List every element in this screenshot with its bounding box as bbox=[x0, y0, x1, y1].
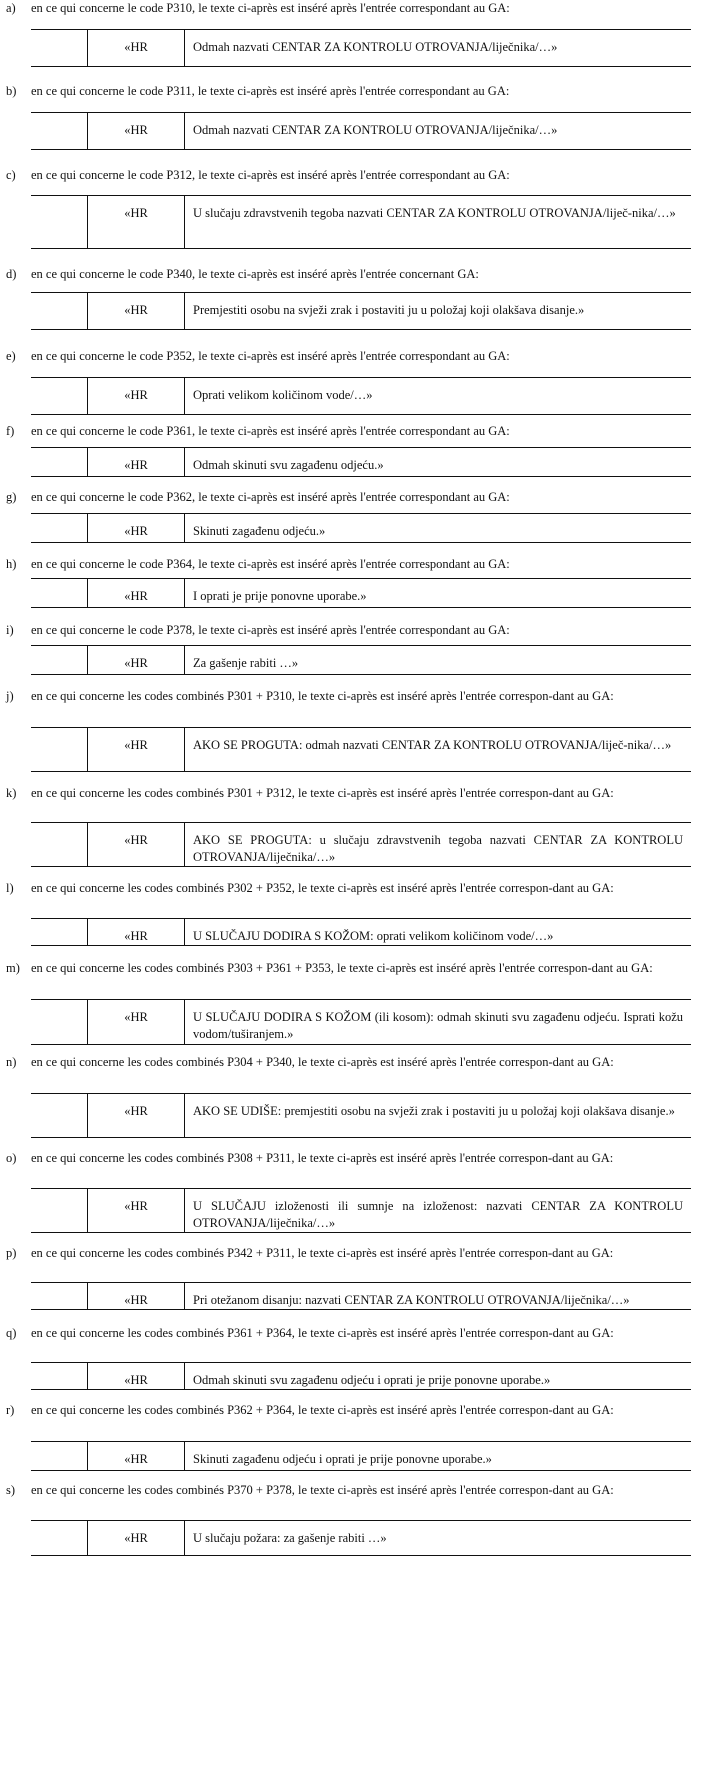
empty-code-cell bbox=[31, 113, 88, 150]
item-intro-text: en ce qui concerne les codes combinés P302 + P352, le texte ci-après est inséré après l'entrée correspon-dant au GA: bbox=[31, 881, 614, 895]
item-intro-text: en ce qui concerne les codes combinés P301 + P312, le texte ci-après est inséré après l'entrée correspon-dant au GA: bbox=[31, 786, 614, 800]
hr-entry-table bbox=[31, 1282, 691, 1310]
table-row bbox=[31, 823, 691, 867]
table-row bbox=[31, 1189, 691, 1233]
table-row bbox=[31, 378, 691, 415]
item-label: s) bbox=[6, 1483, 16, 1497]
precautionary-statement-cell: Premjestiti osobu na svježi zrak i postaviti ju u položaj koji olakšava disanje.» bbox=[193, 303, 585, 317]
empty-code-cell bbox=[31, 728, 88, 772]
empty-code-cell bbox=[31, 1442, 88, 1471]
item-label: l) bbox=[6, 881, 14, 895]
language-code-cell: «HR bbox=[88, 1283, 185, 1310]
item-label: o) bbox=[6, 1151, 17, 1165]
empty-code-cell bbox=[31, 1094, 88, 1138]
hr-entry-table bbox=[31, 195, 691, 249]
item-intro-text: en ce qui concerne le code P311, le texte ci-après est inséré après l'entrée correspondant au GA: bbox=[31, 84, 510, 98]
empty-code-cell bbox=[31, 30, 88, 67]
table-row bbox=[31, 1000, 691, 1045]
precautionary-statement-cell: U SLUČAJU izloženosti ili sumnje na izloženost: nazvati CENTAR ZA KONTROLU OTROVANJA/liječnika/…» bbox=[193, 1199, 683, 1230]
hr-entry-table bbox=[31, 578, 691, 608]
item-label: c) bbox=[6, 168, 16, 182]
item-label: g) bbox=[6, 490, 17, 504]
language-code-cell: «HR bbox=[88, 646, 185, 675]
precautionary-statement-cell: Odmah nazvati CENTAR ZA KONTROLU OTROVANJA/liječnika/…» bbox=[193, 123, 558, 137]
language-code-cell: «HR bbox=[88, 30, 185, 67]
hr-entry-table bbox=[31, 112, 691, 150]
language-code-cell: «HR bbox=[88, 823, 185, 867]
item-intro-text: en ce qui concerne les codes combinés P303 + P361 + P353, le texte ci-après est inséré après l'entrée correspon-dant au GA: bbox=[31, 961, 653, 975]
table-row bbox=[31, 1363, 691, 1390]
empty-code-cell bbox=[31, 579, 88, 608]
table-row bbox=[31, 1283, 691, 1310]
empty-code-cell bbox=[31, 1000, 88, 1045]
language-code-cell: «HR bbox=[88, 113, 185, 150]
hr-entry-table bbox=[31, 1188, 691, 1233]
table-row bbox=[31, 448, 691, 477]
language-code-cell: «HR bbox=[88, 1000, 185, 1045]
language-code-cell: «HR bbox=[88, 514, 185, 543]
precautionary-statement-cell: Skinuti zagađenu odjeću.» bbox=[193, 524, 326, 538]
hr-entry-table bbox=[31, 727, 691, 772]
item-intro-text: en ce qui concerne les codes combinés P361 + P364, le texte ci-après est inséré après l'entrée correspon-dant au GA: bbox=[31, 1326, 614, 1340]
item-label: h) bbox=[6, 557, 17, 571]
empty-code-cell bbox=[31, 1363, 88, 1390]
language-code-cell: «HR bbox=[88, 293, 185, 330]
item-label: i) bbox=[6, 623, 14, 637]
language-code-cell: «HR bbox=[88, 448, 185, 477]
empty-code-cell bbox=[31, 293, 88, 330]
language-code-cell: «HR bbox=[88, 1363, 185, 1390]
item-intro-text: en ce qui concerne les codes combinés P308 + P311, le texte ci-après est inséré après l'entrée correspon-dant au GA: bbox=[31, 1151, 614, 1165]
empty-code-cell bbox=[31, 1189, 88, 1233]
language-code-cell: «HR bbox=[88, 919, 185, 946]
table-row bbox=[31, 1094, 691, 1138]
item-label: m) bbox=[6, 961, 20, 975]
empty-code-cell bbox=[31, 823, 88, 867]
hr-entry-table bbox=[31, 918, 691, 946]
table-row bbox=[31, 1521, 691, 1556]
empty-code-cell bbox=[31, 919, 88, 946]
table-row bbox=[31, 514, 691, 543]
empty-code-cell bbox=[31, 646, 88, 675]
item-label: k) bbox=[6, 786, 17, 800]
item-label: q) bbox=[6, 1326, 17, 1340]
hr-entry-table bbox=[31, 513, 691, 543]
hr-entry-table bbox=[31, 377, 691, 415]
hr-entry-table bbox=[31, 1362, 691, 1390]
item-label: n) bbox=[6, 1055, 17, 1069]
hr-entry-table bbox=[31, 645, 691, 675]
language-code-cell: «HR bbox=[88, 196, 185, 249]
empty-code-cell bbox=[31, 196, 88, 249]
hr-entry-table bbox=[31, 29, 691, 67]
item-intro-text: en ce qui concerne les codes combinés P362 + P364, le texte ci-après est inséré après l'entrée correspon-dant au GA: bbox=[31, 1403, 614, 1417]
empty-code-cell bbox=[31, 448, 88, 477]
table-row bbox=[31, 30, 691, 67]
hr-entry-table bbox=[31, 292, 691, 330]
item-intro-text: en ce qui concerne les codes combinés P301 + P310, le texte ci-après est inséré après l'entrée correspon-dant au GA: bbox=[31, 689, 614, 703]
item-intro-text: en ce qui concerne les codes combinés P370 + P378, le texte ci-après est inséré après l'entrée correspon-dant au GA: bbox=[31, 1483, 614, 1497]
item-intro-text: en ce qui concerne le code P362, le texte ci-après est inséré après l'entrée correspondant au GA: bbox=[31, 490, 510, 504]
item-label: f) bbox=[6, 424, 15, 438]
hr-entry-table bbox=[31, 1093, 691, 1138]
precautionary-statement-cell: AKO SE PROGUTA: odmah nazvati CENTAR ZA KONTROLU OTROVANJA/liječ-nika/…» bbox=[193, 738, 672, 752]
precautionary-statement-cell: Pri otežanom disanju: nazvati CENTAR ZA KONTROLU OTROVANJA/liječnika/…» bbox=[193, 1293, 630, 1307]
table-row bbox=[31, 579, 691, 608]
precautionary-statement-cell: Skinuti zagađenu odjeću i oprati je prije ponovne uporabe.» bbox=[193, 1452, 492, 1466]
precautionary-statement-cell: U SLUČAJU DODIRA S KOŽOM: oprati velikom količinom vode/…» bbox=[193, 929, 554, 943]
item-intro-text: en ce qui concerne les codes combinés P342 + P311, le texte ci-après est inséré après l'entrée correspon-dant au GA: bbox=[31, 1246, 614, 1260]
item-label: b) bbox=[6, 84, 17, 98]
table-row bbox=[31, 919, 691, 946]
hr-entry-table bbox=[31, 1441, 691, 1471]
item-label: p) bbox=[6, 1246, 17, 1260]
table-row bbox=[31, 293, 691, 330]
language-code-cell: «HR bbox=[88, 579, 185, 608]
table-row bbox=[31, 1442, 691, 1471]
precautionary-statement-cell: Odmah nazvati CENTAR ZA KONTROLU OTROVANJA/liječnika/…» bbox=[193, 40, 558, 54]
language-code-cell: «HR bbox=[88, 728, 185, 772]
precautionary-statement-cell: Za gašenje rabiti …» bbox=[193, 656, 299, 670]
item-label: a) bbox=[6, 1, 16, 15]
item-label: e) bbox=[6, 349, 16, 363]
language-code-cell: «HR bbox=[88, 378, 185, 415]
table-row bbox=[31, 196, 691, 249]
table-row bbox=[31, 646, 691, 675]
item-intro-text: en ce qui concerne le code P352, le texte ci-après est inséré après l'entrée correspondant au GA: bbox=[31, 349, 510, 363]
precautionary-statement-cell: U slučaju zdravstvenih tegoba nazvati CENTAR ZA KONTROLU OTROVANJA/liječ-nika/…» bbox=[193, 206, 676, 220]
empty-code-cell bbox=[31, 1283, 88, 1310]
table-row bbox=[31, 728, 691, 772]
hr-entry-table bbox=[31, 822, 691, 867]
precautionary-statement-cell: U slučaju požara: za gašenje rabiti …» bbox=[193, 1531, 387, 1545]
precautionary-statement-cell: AKO SE PROGUTA: u slučaju zdravstvenih tegoba nazvati CENTAR ZA KONTROLU OTROVANJA/liječnika/…» bbox=[193, 833, 683, 864]
precautionary-statement-cell: Odmah skinuti svu zagađenu odjeću.» bbox=[193, 458, 384, 472]
item-intro-text: en ce qui concerne le code P310, le texte ci-après est inséré après l'entrée correspondant au GA: bbox=[31, 1, 510, 15]
item-intro-text: en ce qui concerne le code P340, le texte ci-après est inséré après l'entrée concernant GA: bbox=[31, 267, 479, 281]
item-intro-text: en ce qui concerne le code P361, le texte ci-après est inséré après l'entrée correspondant au GA: bbox=[31, 424, 510, 438]
precautionary-statement-cell: I oprati je prije ponovne uporabe.» bbox=[193, 589, 367, 603]
precautionary-statement-cell: AKO SE UDIŠE: premjestiti osobu na svježi zrak i postaviti ju u položaj koji olakšava disanje.» bbox=[193, 1104, 675, 1118]
empty-code-cell bbox=[31, 514, 88, 543]
table-row bbox=[31, 113, 691, 150]
item-intro-text: en ce qui concerne le code P312, le texte ci-après est inséré après l'entrée correspondant au GA: bbox=[31, 168, 510, 182]
item-label: j) bbox=[6, 689, 14, 703]
precautionary-statement-cell: Oprati velikom količinom vode/…» bbox=[193, 388, 373, 402]
item-label: d) bbox=[6, 267, 17, 281]
item-label: r) bbox=[6, 1403, 15, 1417]
hr-entry-table bbox=[31, 447, 691, 477]
language-code-cell: «HR bbox=[88, 1521, 185, 1556]
empty-code-cell bbox=[31, 1521, 88, 1556]
item-intro-text: en ce qui concerne le code P364, le texte ci-après est inséré après l'entrée correspondant au GA: bbox=[31, 557, 510, 571]
hr-entry-table bbox=[31, 1520, 691, 1556]
language-code-cell: «HR bbox=[88, 1442, 185, 1471]
item-intro-text: en ce qui concerne les codes combinés P304 + P340, le texte ci-après est inséré après l'entrée correspon-dant au GA: bbox=[31, 1055, 614, 1069]
empty-code-cell bbox=[31, 378, 88, 415]
item-intro-text: en ce qui concerne le code P378, le texte ci-après est inséré après l'entrée correspondant au GA: bbox=[31, 623, 510, 637]
language-code-cell: «HR bbox=[88, 1189, 185, 1233]
hr-entry-table bbox=[31, 999, 691, 1045]
precautionary-statement-cell: Odmah skinuti svu zagađenu odjeću i oprati je prije ponovne uporabe.» bbox=[193, 1373, 551, 1387]
language-code-cell: «HR bbox=[88, 1094, 185, 1138]
precautionary-statement-cell: U SLUČAJU DODIRA S KOŽOM (ili kosom): odmah skinuti svu zagađenu odjeću. Isprati kožu vodom/tuširanjem.» bbox=[193, 1010, 683, 1041]
